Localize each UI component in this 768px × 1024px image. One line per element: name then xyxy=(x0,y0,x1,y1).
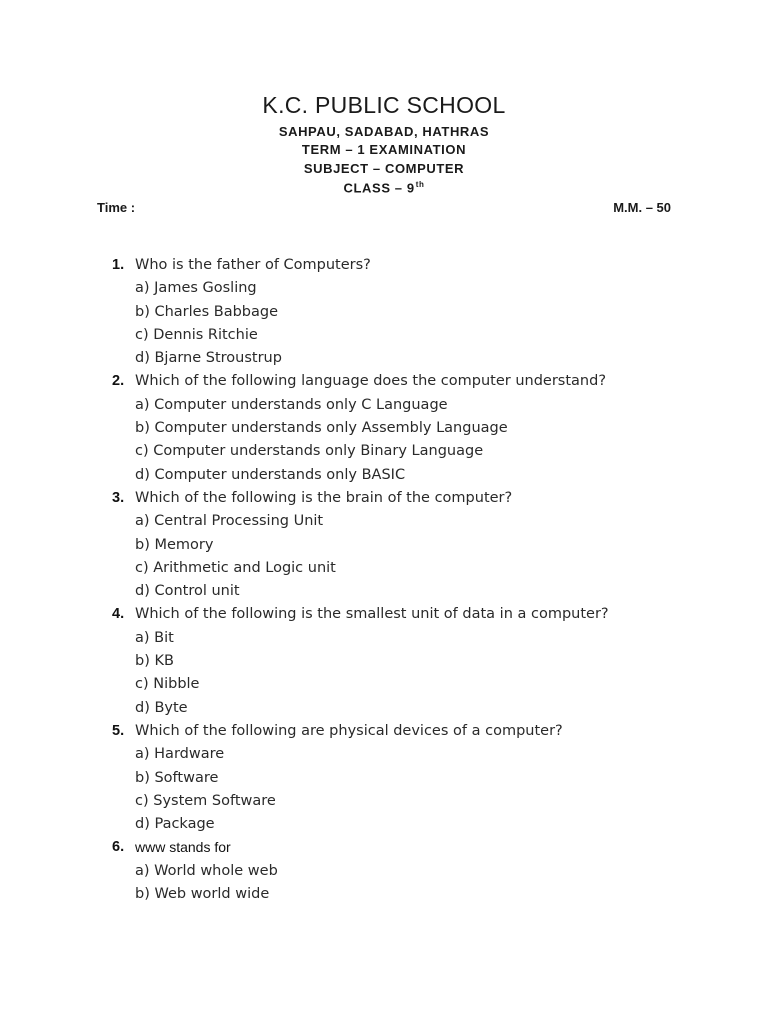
option-line xyxy=(0,767,768,790)
option-a: a) James Gosling xyxy=(135,280,257,297)
option-d: d) Control unit xyxy=(135,583,240,600)
option-b: b) Memory xyxy=(135,536,214,553)
option-d: d) Computer understands only BASIC xyxy=(135,466,406,483)
question-item xyxy=(0,254,768,277)
option-line xyxy=(0,650,768,673)
option-line xyxy=(0,673,768,696)
option-line xyxy=(0,743,768,766)
time-label: Time : xyxy=(97,200,136,215)
question-item xyxy=(0,836,768,859)
option-line xyxy=(0,534,768,557)
question-text: www stands for xyxy=(135,839,231,856)
option-b: b) Web world wide xyxy=(135,886,270,903)
option-line xyxy=(0,464,768,487)
question-number: 1. xyxy=(112,257,125,273)
question-text: Who is the father of Computers? xyxy=(135,257,371,273)
question-text: Which of the following is the brain of the computer? xyxy=(135,489,513,506)
question-text: Which of the following is the smallest unit of data in a computer? xyxy=(135,606,609,623)
option-a: a) World whole web xyxy=(135,862,278,879)
school-address: SAHPAU, SADABAD, HATHRAS xyxy=(278,124,490,139)
exam-title: TERM – 1 EXAMINATION xyxy=(301,142,467,157)
question-text: Which of the following are physical devices of a computer? xyxy=(135,722,563,739)
option-line xyxy=(0,627,768,650)
subject-line: SUBJECT – COMPUTER xyxy=(303,161,465,176)
question-item xyxy=(0,720,768,743)
option-line xyxy=(0,697,768,720)
option-b: b) Charles Babbage xyxy=(135,303,278,320)
option-line xyxy=(0,440,768,463)
school-name: K.C. PUBLIC SCHOOL xyxy=(262,92,506,118)
question-item xyxy=(0,370,768,393)
option-b: b) KB xyxy=(135,653,174,670)
question-number: 2. xyxy=(112,373,125,390)
option-line xyxy=(0,860,768,883)
class-superscript: th xyxy=(415,180,425,189)
option-b: b) Software xyxy=(135,769,219,786)
option-line xyxy=(0,580,768,603)
option-d: d) Byte xyxy=(135,699,188,716)
option-c: c) Nibble xyxy=(135,676,200,693)
option-d: d) Package xyxy=(135,816,215,833)
option-line xyxy=(0,790,768,813)
option-line xyxy=(0,510,768,533)
class-line xyxy=(0,180,768,195)
option-line xyxy=(0,883,768,906)
option-c: c) Dennis Ritchie xyxy=(135,326,258,343)
question-number: 4. xyxy=(112,606,125,623)
option-d: d) Bjarne Stroustrup xyxy=(135,350,282,367)
option-line xyxy=(0,347,768,370)
option-c: c) Computer understands only Binary Language xyxy=(135,443,484,460)
option-line xyxy=(0,301,768,324)
option-line xyxy=(0,557,768,580)
option-line xyxy=(0,417,768,440)
question-number: 6. xyxy=(112,839,125,856)
option-b: b) Computer understands only Assembly Language xyxy=(135,420,508,437)
option-line xyxy=(0,277,768,300)
option-a: a) Central Processing Unit xyxy=(135,513,324,530)
option-a: a) Hardware xyxy=(135,746,225,763)
max-marks-label: M.M. – 50 xyxy=(613,200,671,215)
option-line xyxy=(0,813,768,836)
class-label: CLASS – 9 xyxy=(343,180,415,196)
option-a: a) Computer understands only C Language xyxy=(135,396,448,413)
question-number: 5. xyxy=(112,722,125,739)
option-a: a) Bit xyxy=(135,629,174,646)
option-c: c) System Software xyxy=(135,792,276,809)
option-c: c) Arithmetic and Logic unit xyxy=(135,559,336,576)
question-item xyxy=(0,487,768,510)
question-number: 3. xyxy=(112,489,125,506)
question-item xyxy=(0,603,768,626)
question-list xyxy=(0,254,768,906)
option-line xyxy=(0,394,768,417)
question-text: Which of the following language does the computer understand? xyxy=(135,373,607,390)
option-line xyxy=(0,324,768,347)
